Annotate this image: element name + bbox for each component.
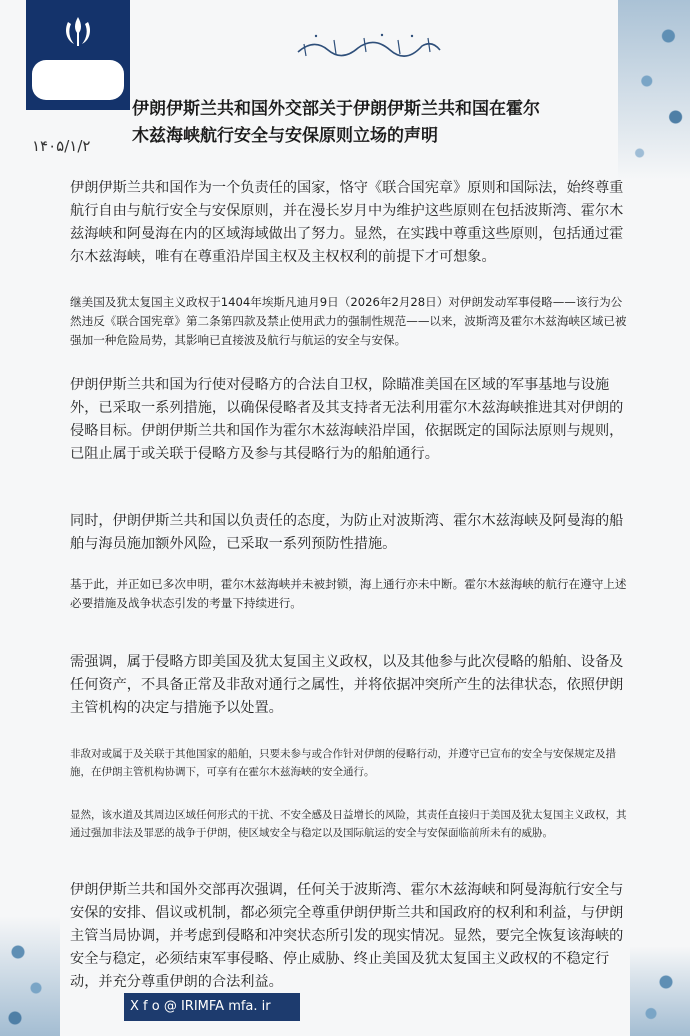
- paragraph-3: 伊朗伊斯兰共和国为行使对侵略方的合法自卫权，除瞄准美国在区域的军事基地与设施外，已采取一系列措施，以确保侵略者及其支持者无法利用霍尔木兹海峡推进其对伊朗的侵略目标。伊朗伊斯兰共和国作为霍尔木兹海峡沿岸国，依据既定的国际法原则与规则，已阻止属于或关联于侵略方及参与其侵略行为的船舶通行。: [70, 377, 624, 462]
- corner-ornament-bottom-right: [630, 946, 690, 1036]
- paragraph-2: 继美国及犹太复国主义政权于1404年埃斯凡迪月9日（2026年2月28日）对伊朗发动军事侵略——该行为公然违反《联合国宪章》第二条第四款及禁止使用武力的强制性规范——以来，波斯湾及霍尔木兹海峡区域已被强加一种危险局势，其影响已直接波及航行与航运的安全与安保。: [70, 295, 627, 347]
- ministry-emblem: [26, 0, 130, 110]
- title-line-2: 木兹海峡航行安全与安保原则立场的声明: [132, 126, 438, 146]
- paragraph-9: 伊朗伊斯兰共和国外交部再次强调，任何关于波斯湾、霍尔木兹海峡和阿曼海航行安全与安保的安排、倡议或机制，都必须完全尊重伊朗伊斯兰共和国政府的权利和利益，与伊朗主管当局协调，并考虑到侵略和冲突状态所引发的现实情况。显然，要完全恢复该海峡的安全与稳定，必须结束军事侵略、停止威胁、终止美国及犹太复国主义政权的不稳定行动，并充分尊重伊朗的合法利益。: [70, 882, 624, 990]
- paragraph-1: 伊朗伊斯兰共和国作为一个负责任的国家，恪守《联合国宪章》原则和国际法，始终尊重航行自由与航行安全与安保原则，并在漫长岁月中为维护这些原则在包括波斯湾、霍尔木兹海峡和阿曼海在内的区域海域做出了努力。显然，在实践中尊重这些原则，包括通过霍尔木兹海峡，唯有在尊重沿岸国主权及主权权利的前提下才可想象。: [70, 180, 624, 265]
- emblem-label: IRIMFA: [32, 60, 124, 100]
- corner-ornament-bottom-left: [0, 916, 60, 1036]
- paragraph-6: 需强调，属于侵略方即美国及犹太复国主义政权，以及其他参与此次侵略的船舶、设备及任何资产，不具备正常及非敌对通行之属性，并将依据冲突所产生的法律状态，依照伊朗主管机构的决定与措施予以处置。: [70, 654, 624, 716]
- document-date: ۱۴۰۵/۱/۲: [32, 137, 91, 155]
- paragraph-7: 非敌对或属于及关联于其他国家的船舶，只要未参与或合作针对伊朗的侵略行动，并遵守已宣布的安全与安保规定及措施，在伊朗主管机构协调下，可享有在霍尔木兹海峡的安全通行。: [70, 748, 616, 778]
- document-title: [132, 96, 602, 150]
- social-handles-banner: X f o @ IRIMFA mfa. ir: [124, 993, 300, 1021]
- title-line-1: 伊朗伊斯兰共和国外交部关于伊朗伊斯兰共和国在霍尔: [132, 99, 540, 119]
- iran-emblem-icon: [60, 14, 96, 50]
- corner-ornament-top-right: [618, 0, 690, 180]
- paragraph-4: 同时，伊朗伊斯兰共和国以负责任的态度，为防止对波斯湾、霍尔木兹海峡及阿曼海的船舶与海员施加额外风险，已采取一系列预防性措施。: [70, 513, 624, 552]
- paragraph-8: 显然，该水道及其周边区域任何形式的干扰、不安全感及日益增长的风险，其责任直接归于美国及犹太复国主义政权，其通过强加非法及罪恶的战争于伊朗，使区域安全与稳定以及国际航运的安全与安保面临前所未有的威胁。: [70, 809, 627, 839]
- paragraph-5: 基于此，并正如已多次申明，霍尔木兹海峡并未被封锁，海上通行亦未中断。霍尔木兹海峡的航行在遵守上述必要措施及战争状态引发的考量下持续进行。: [70, 577, 627, 610]
- basmala-calligraphy: [294, 30, 444, 60]
